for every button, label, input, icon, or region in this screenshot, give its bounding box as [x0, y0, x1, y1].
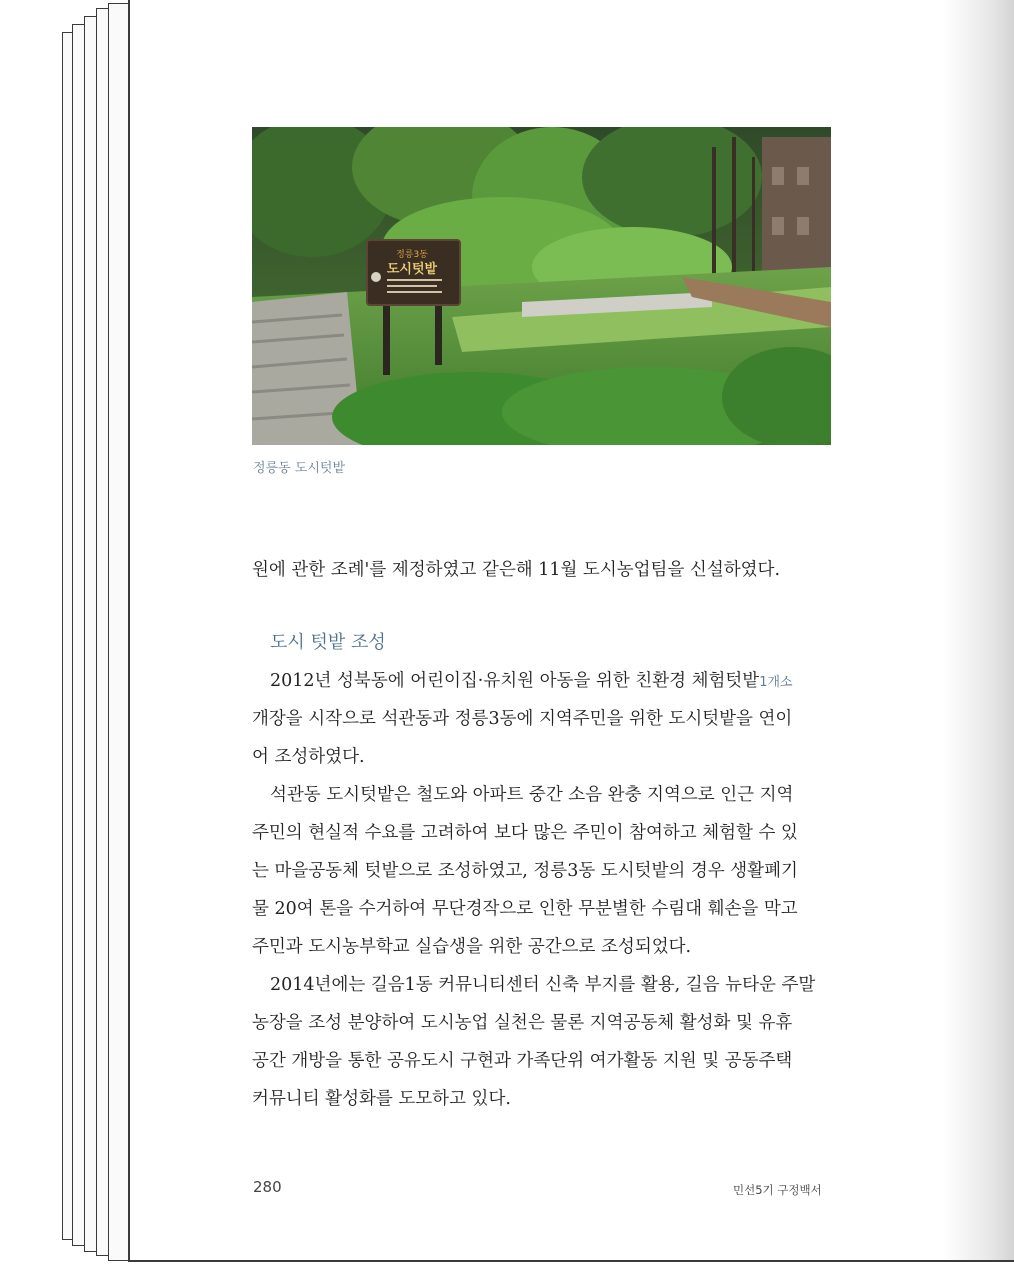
paragraph-1	[252, 662, 832, 776]
sign-title-line2: 도시텃밭	[386, 262, 438, 277]
section-heading: 도시 텃밭 조성	[270, 632, 386, 653]
text-line: 주민의 현실적 수요를 고려하여 보다 많은 주민이 참여하고 체험할 수 있	[252, 823, 798, 843]
text-line: 는 마을공동체 텃밭으로 조성하였고, 정릉3동 도시텃밭의 경우 생활폐기	[252, 861, 798, 881]
text-line: 커뮤니티 활성화를 도모하고 있다.	[252, 1089, 511, 1109]
text-line: 농장을 조성 분양하여 도시농업 실천은 물론 지역공동체 활성화 및 유휴	[252, 1013, 793, 1033]
text-line: 2014년에는 길음1동 커뮤니티센터 신축 부지를 활용, 길음 뉴타운 주말	[270, 975, 816, 995]
paragraph-top	[252, 551, 832, 589]
paragraph-2	[252, 776, 832, 966]
text-line: 주민과 도시농부학교 실습생을 위한 공간으로 조성되었다.	[252, 937, 692, 957]
page-number: 280	[253, 1178, 282, 1196]
text-line: 석관동 도시텃밭은 철도와 아파트 중간 소음 완충 지역으로 인근 지역	[270, 785, 794, 805]
text-line: 물 20여 톤을 수거하여 무단경작으로 인한 무분별한 수림대 훼손을 막고	[252, 899, 798, 919]
text-span: 2012년 성북동에 어린이집·유치원 아동을 위한 친환경 체험텃밭	[270, 671, 760, 691]
paragraph-3	[252, 966, 832, 1118]
text-line: 공간 개방을 통한 공유도시 구현과 가족단위 여가활동 지원 및 공동주택	[252, 1051, 793, 1071]
text-line: 어 조성하였다.	[252, 747, 365, 767]
sign-title-line1: 정릉3동	[396, 250, 428, 260]
garden-photo	[252, 127, 831, 445]
text-line	[252, 662, 832, 700]
text-line: 원에 관한 조례'를 제정하였고 같은해 11월 도시농업팀을 신설하였다.	[252, 560, 781, 580]
book-title: 민선5기 구정백서	[733, 1183, 822, 1197]
photo-caption: 정릉동 도시텃밭	[253, 461, 346, 476]
footnote-note: 1개소	[759, 675, 793, 690]
text-line: 개장을 시작으로 석관동과 정릉3동에 지역주민을 위한 도시텃밭을 연이	[252, 709, 793, 729]
